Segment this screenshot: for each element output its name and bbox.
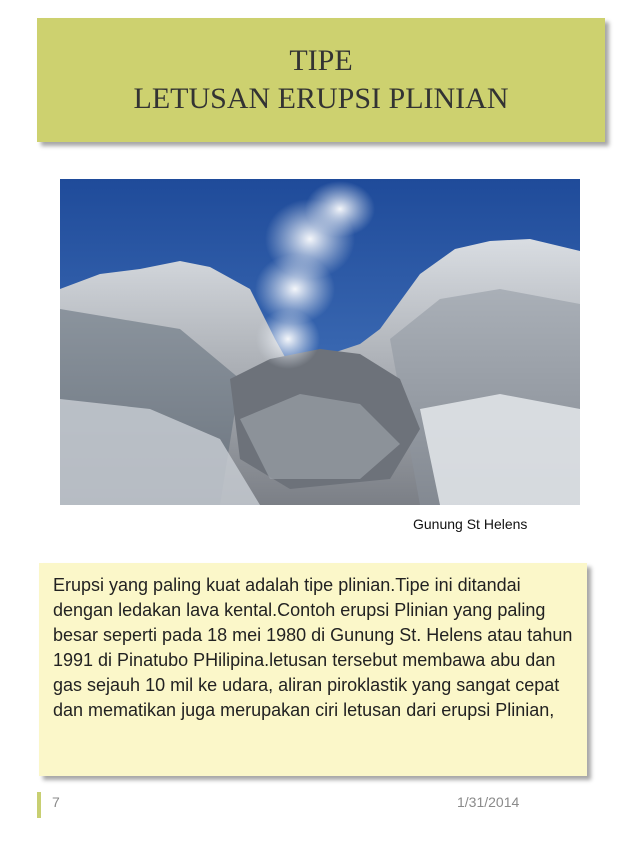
- body-text: Erupsi yang paling kuat adalah tipe plinian.Tipe ini ditandai dengan ledakan lava kental.Contoh erupsi Plinian yang paling besar seperti pada 18 mei 1980 di Gunung St. Helens atau tahun 1991 di Pinatubo PHilipina.letusan tersebut membawa abu dan gas sejauh 10 mil ke udara, aliran piroklastik yang sangat cepat dan mematikan juga merupakan ciri letusan dari erupsi Plinian,: [53, 575, 573, 720]
- title-box: [37, 18, 605, 142]
- volcano-photo: [60, 179, 580, 505]
- slide-date: 1/31/2014: [457, 794, 520, 810]
- text-box: [39, 563, 587, 776]
- page-number: 7: [52, 794, 60, 810]
- footer-accent-line: [37, 792, 41, 818]
- slide-title-line-1: TIPE: [289, 44, 353, 77]
- slide-title-line-2: LETUSAN ERUPSI PLINIAN: [133, 82, 509, 115]
- photo-caption: Gunung St Helens: [413, 516, 528, 532]
